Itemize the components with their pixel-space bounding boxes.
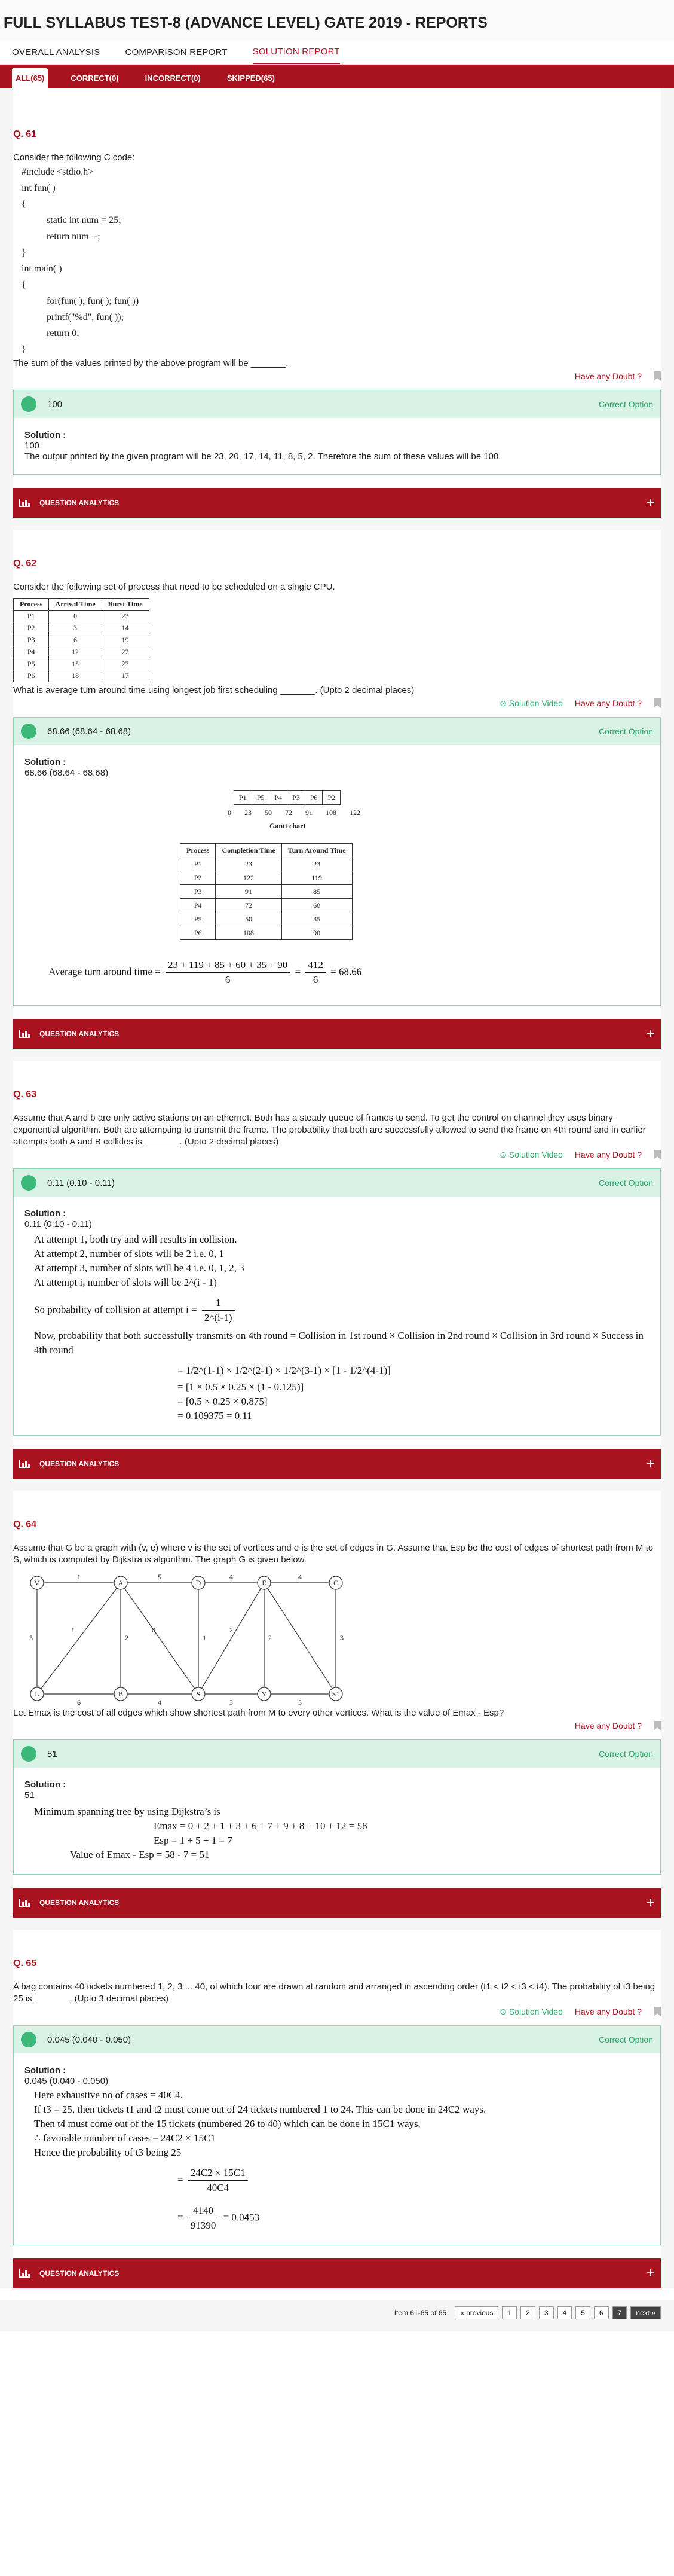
cell: P6	[14, 670, 49, 682]
cell: 35	[281, 912, 352, 926]
doubt-row	[13, 370, 661, 383]
table-row	[180, 899, 353, 912]
answer-box	[13, 1739, 661, 1875]
solution-video-label: Solution Video	[508, 698, 563, 708]
filter-bar	[0, 65, 674, 88]
code-line: }	[22, 248, 26, 258]
doubt-row	[13, 1148, 661, 1161]
solution-math	[34, 1805, 650, 1862]
denominator: 6	[313, 974, 318, 985]
expand-icon[interactable]: +	[646, 2265, 655, 2281]
filter-incorrect[interactable]: INCORRECT(0)	[145, 74, 201, 83]
edge-weight: 5	[298, 1698, 302, 1707]
solution-label: Solution :	[24, 757, 66, 767]
solution-value: 0.045 (0.040 - 0.050)	[24, 2076, 109, 2086]
page-button[interactable]: 5	[575, 2306, 590, 2319]
solution-value: 68.66 (68.64 - 68.68)	[24, 768, 109, 778]
cell: 90	[281, 926, 352, 940]
analytics-icon	[19, 2269, 30, 2278]
edge-weight: 1	[77, 1573, 81, 1581]
math-line: = [0.5 × 0.25 × 0.875]	[177, 1396, 268, 1407]
edge-weight: 4	[229, 1573, 233, 1581]
have-doubt-link[interactable]: Have any Doubt ?	[574, 1721, 642, 1730]
denominator: 2^(i-1)	[204, 1312, 232, 1323]
math-line: At attempt 2, number of slots will be 2 i.e. 0, 1	[34, 1248, 224, 1259]
question-analytics-label: QUESTION ANALYTICS	[39, 499, 120, 507]
analytics-icon	[19, 1460, 30, 1468]
solution	[14, 745, 660, 1005]
solution-video-label: Solution Video	[508, 2006, 563, 2016]
page-button[interactable]: 4	[557, 2306, 572, 2319]
table-header: Process	[14, 599, 49, 611]
filter-correct[interactable]: CORRECT(0)	[71, 74, 119, 83]
cell: 108	[216, 926, 281, 940]
question-number: Q. 65	[13, 1958, 37, 1968]
node-label: S1	[332, 1690, 340, 1698]
edge-weight: 6	[77, 1698, 81, 1707]
cell: P3	[180, 885, 216, 899]
table-row	[14, 634, 149, 646]
math-line: ∴ favorable number of cases = 24C2 × 15C1	[34, 2132, 216, 2144]
cell: P2	[14, 622, 49, 634]
filter-all[interactable]: ALL(65)	[12, 68, 48, 88]
previous-button[interactable]: « previous	[455, 2306, 498, 2319]
question-intro: Consider the following C code:	[13, 152, 135, 163]
node-label: L	[35, 1690, 39, 1698]
analytics-icon	[19, 1899, 30, 1907]
answer-value: 68.66 (68.64 - 68.68)	[47, 726, 131, 737]
gantt-tick: 72	[285, 808, 292, 817]
table-header: Process	[180, 844, 216, 857]
gantt-tick: 122	[350, 808, 360, 817]
formula-result: = 0.0453	[223, 2211, 260, 2223]
tab-overall-analysis[interactable]: OVERALL ANALYSIS	[12, 47, 100, 57]
code-line: return 0;	[47, 328, 79, 338]
question-number: Q. 61	[13, 129, 37, 139]
question-analytics-label: QUESTION ANALYTICS	[39, 1460, 120, 1468]
question-text: The sum of the values printed by the above program will be _______.	[13, 358, 289, 368]
question-analytics-bar[interactable]	[13, 1888, 661, 1918]
question-62	[13, 530, 661, 1049]
gantt-cell: P2	[323, 790, 341, 805]
math-line: Then t4 must come out of the 15 tickets (numbered 26 to 40) which can be done in 15C1 ways.	[34, 2118, 421, 2129]
table-row	[14, 622, 149, 634]
numerator: 4140	[188, 2203, 219, 2218]
cell: 60	[281, 899, 352, 912]
edge-weight: 0	[152, 1626, 155, 1634]
answer-box	[13, 717, 661, 1006]
solution	[14, 418, 660, 474]
node-label: S	[196, 1690, 201, 1698]
question-64	[13, 1491, 661, 1918]
expand-icon[interactable]: +	[646, 1455, 655, 1472]
code-line: return num --;	[47, 231, 100, 242]
edge-weight: 3	[340, 1634, 344, 1642]
math-line: = [1 × 0.5 × 0.25 × (1 - 0.125)]	[177, 1381, 304, 1393]
cell: P1	[180, 857, 216, 871]
cell: P4	[14, 646, 49, 658]
gantt-ticks	[228, 807, 650, 818]
math-line: If t3 = 25, then tickets t1 and t2 must come out of 24 tickets numbered 1 to 24. This can be done in 24C2 ways.	[34, 2104, 486, 2115]
table-header: Arrival Time	[49, 599, 102, 611]
cell: P5	[14, 658, 49, 670]
question-65	[13, 1930, 661, 2288]
solution-video-link[interactable]: ⊙ Solution Video	[500, 2006, 563, 2016]
cell: 23	[102, 611, 149, 622]
cell: 23	[216, 857, 281, 871]
math-line: Now, probability that both successfully transmits on 4th round = Collision in 1st round × Collision in 2nd round × Collision in 3rd round × Success in 4th round	[34, 1330, 644, 1356]
gantt-tick: 23	[244, 808, 252, 817]
answer-value: 0.045 (0.040 - 0.050)	[47, 2034, 131, 2045]
gantt-label: Gantt chart	[269, 822, 306, 830]
cell: 27	[102, 658, 149, 670]
solution-value: 0.11 (0.10 - 0.11)	[24, 1219, 92, 1229]
page-button-current[interactable]: 7	[612, 2306, 627, 2319]
pagination-label: Item 61-65 of 65	[394, 2309, 447, 2317]
question-analytics-label: QUESTION ANALYTICS	[39, 1899, 120, 1907]
cell: P2	[180, 871, 216, 885]
question-analytics-bar[interactable]	[13, 1449, 661, 1479]
correct-option-label: Correct Option	[598, 727, 653, 736]
question-text: What is average turn around time using longest job first scheduling _______. (Upto 2 decimal places)	[13, 685, 415, 695]
question-analytics-label: QUESTION ANALYTICS	[39, 2269, 120, 2278]
node-label: Y	[261, 1690, 267, 1698]
have-doubt-link[interactable]: Have any Doubt ?	[574, 1150, 642, 1159]
solution-video-label: Solution Video	[508, 1149, 563, 1159]
cell: 18	[49, 670, 102, 682]
graph-diagram	[25, 1570, 360, 1707]
prob-formula: = $\frac{24C2 \times 15C1}{40C4}$	[177, 2166, 650, 2195]
numerator: 24C2 × 15C1	[188, 2166, 248, 2181]
tab-solution-report[interactable]: SOLUTION REPORT	[253, 41, 340, 64]
doubt-row	[13, 1719, 661, 1732]
gantt-cell: P3	[287, 790, 305, 805]
doubt-row	[13, 697, 661, 710]
table-row	[14, 611, 149, 622]
gantt-tick: 50	[265, 808, 272, 817]
solution-value: 51	[24, 1790, 35, 1800]
gantt-cell: P1	[234, 790, 252, 805]
analytics-icon	[19, 499, 30, 507]
edge-weight: 5	[158, 1573, 161, 1581]
answer-box	[13, 390, 661, 475]
math-line: Minimum spanning tree by using Dijkstra’s is	[34, 1806, 220, 1817]
cell: 72	[216, 899, 281, 912]
code-block	[13, 164, 661, 358]
cell: 119	[281, 871, 352, 885]
answer-value: 51	[47, 1748, 57, 1759]
numerator: 23 + 119 + 85 + 60 + 35 + 90	[166, 958, 290, 973]
cell: 22	[102, 646, 149, 658]
edge-weight: 4	[298, 1573, 302, 1581]
question-text: Assume that G be a graph with (v, e) where v is the set of vertices and e is the set of edges in G. Assume that Esp be the cost of edges of shortest path from M to S, which is computed by Dijkstra is algorithm. The graph G is given below.	[13, 1543, 654, 1565]
correct-dot-icon	[21, 1746, 36, 1762]
math-line: Emax = 0 + 2 + 1 + 3 + 6 + 7 + 9 + 8 + 10 + 12 = 58	[154, 1820, 367, 1832]
tab-comparison-report[interactable]: COMPARISON REPORT	[125, 47, 228, 57]
math-line: Here exhaustive no of cases = 40C4.	[34, 2089, 183, 2101]
question-61	[13, 88, 661, 518]
code-line: printf("%d", fun( ));	[47, 312, 124, 322]
doubt-row	[13, 2005, 661, 2018]
table-header: Burst Time	[102, 599, 149, 611]
numerator: 1	[202, 1296, 235, 1311]
solution-video-link[interactable]: ⊙ Solution Video	[500, 1149, 563, 1159]
code-line: int fun( )	[22, 183, 56, 193]
node-label: M	[33, 1579, 41, 1587]
correct-option-label: Correct Option	[598, 1178, 653, 1188]
edge-weight: 2	[268, 1634, 272, 1642]
edge-weight: 2	[229, 1626, 233, 1634]
correct-option-label: Correct Option	[598, 399, 653, 409]
solution-table	[180, 843, 353, 940]
correct-dot-icon	[21, 396, 36, 412]
bookmark-icon[interactable]	[654, 371, 661, 381]
code-line: for(fun( ); fun( ); fun( ))	[47, 296, 139, 306]
edge-weight: 3	[229, 1698, 233, 1707]
process-table	[13, 598, 149, 682]
math-line: At attempt 1, both try and will results in collision.	[34, 1234, 237, 1245]
formula-fraction	[166, 958, 290, 987]
table-row	[180, 871, 353, 885]
question-number: Q. 62	[13, 558, 37, 569]
question-text: A bag contains 40 tickets numbered 1, 2, 3 ... 40, of which four are drawn at random and arranged in ascending order (t1 < t2 < t3 < t4). The probability of t3 being 25 is _______. (Upto 3 decimal places)	[13, 1982, 655, 2004]
cell: 3	[49, 622, 102, 634]
question-intro: Consider the following set of process that need to be scheduled on a single CPU.	[13, 582, 335, 592]
question-analytics-bar[interactable]	[13, 2258, 661, 2288]
correct-dot-icon	[21, 724, 36, 739]
cell: 23	[281, 857, 352, 871]
question-analytics-bar[interactable]	[13, 488, 661, 518]
answer-value: 0.11 (0.10 - 0.11)	[47, 1177, 115, 1188]
solution-text: The output printed by the given program will be 23, 20, 17, 14, 11, 8, 5, 2. Therefore the sum of these values will be 100.	[24, 451, 501, 462]
page-button[interactable]: 1	[502, 2306, 517, 2319]
cell: P3	[14, 634, 49, 646]
cell: P1	[14, 611, 49, 622]
edge-weight: 1	[203, 1634, 206, 1642]
solution	[14, 1768, 660, 1874]
expand-icon[interactable]: +	[646, 495, 655, 511]
gantt-cell: P6	[305, 790, 323, 805]
bookmark-icon[interactable]	[654, 2007, 661, 2016]
answer-value: 100	[47, 399, 63, 410]
node-label: E	[262, 1579, 266, 1587]
denominator: 6	[225, 974, 231, 985]
cell: 12	[49, 646, 102, 658]
numerator: 412	[305, 958, 326, 973]
answer-header	[14, 1169, 660, 1197]
prob-fraction	[188, 2166, 248, 2195]
expand-icon[interactable]: +	[646, 1025, 655, 1042]
table-header: Turn Around Time	[281, 844, 352, 857]
table-row	[14, 658, 149, 670]
table-row	[14, 670, 149, 682]
answer-header	[14, 718, 660, 745]
question-analytics-label: QUESTION ANALYTICS	[39, 1030, 120, 1038]
cell: 19	[102, 634, 149, 646]
math-line: = 1/2^(1-1) × 1/2^(2-1) × 1/2^(3-1) × [1 - 1/2^(4-1)]	[177, 1365, 391, 1376]
bookmark-icon[interactable]	[654, 1150, 661, 1159]
solution-label: Solution :	[24, 1208, 66, 1219]
cell: 122	[216, 871, 281, 885]
answer-header	[14, 390, 660, 418]
gantt-tick: 91	[305, 808, 313, 817]
correct-dot-icon	[21, 2032, 36, 2047]
gantt-chart	[228, 790, 650, 831]
math-line: At attempt 3, number of slots will be 4 i.e. 0, 1, 2, 3	[34, 1262, 244, 1274]
solution-math	[34, 2088, 650, 2233]
solution-label: Solution :	[24, 430, 66, 440]
solution-video-link[interactable]: ⊙ Solution Video	[500, 698, 563, 708]
code-line: #include <stdio.h>	[22, 167, 94, 177]
gantt-cell: P5	[252, 790, 270, 805]
solution	[14, 2053, 660, 2245]
cell: 14	[102, 622, 149, 634]
page-button[interactable]: 3	[539, 2306, 554, 2319]
next-button[interactable]: next »	[630, 2306, 661, 2319]
gantt-cell: P4	[269, 790, 287, 805]
code-line: static int num = 25;	[47, 215, 121, 225]
cell: P4	[180, 899, 216, 912]
have-doubt-link[interactable]: Have any Doubt ?	[574, 371, 642, 381]
cell: 91	[216, 885, 281, 899]
question-analytics-bar[interactable]	[13, 1019, 661, 1049]
report-tabs	[0, 41, 674, 65]
expand-icon[interactable]: +	[646, 1894, 655, 1910]
table-row	[180, 885, 353, 899]
question-text-2: Let Emax is the cost of all edges which show shortest path from M to every other vertices. What is the value of Emax - Esp?	[13, 1708, 504, 1718]
cell: 17	[102, 670, 149, 682]
edge-weight: 4	[158, 1698, 161, 1707]
prob-formula: = $\frac{4140}{91390}$ = 0.0453	[177, 2203, 650, 2233]
code-line: int main( )	[22, 264, 62, 274]
solution-label: Solution :	[24, 1780, 66, 1790]
have-doubt-link[interactable]: Have any Doubt ?	[574, 2007, 642, 2016]
average-formula: Average turn around time = $\frac{23 + 119 + 85 + 60 + 35 + 90}{6}$ = $\frac{412}{6}$ = 68.66	[48, 958, 650, 987]
code-line: }	[22, 344, 26, 355]
table-row	[14, 646, 149, 658]
math-line	[34, 1296, 650, 1325]
gantt-tick: 108	[326, 808, 336, 817]
cell: P5	[180, 912, 216, 926]
solution-value: 100	[24, 441, 40, 451]
formula-fraction	[305, 958, 326, 987]
cell: P6	[180, 926, 216, 940]
gantt-bar	[234, 790, 650, 805]
questions-list	[0, 88, 674, 2288]
node-label: B	[118, 1690, 124, 1698]
prob-fraction	[202, 1296, 235, 1325]
table-row	[180, 926, 353, 940]
answer-header	[14, 1740, 660, 1768]
math-line: Esp = 1 + 5 + 1 = 7	[154, 1835, 232, 1846]
math-line: Hence the probability of t3 being 25	[34, 2147, 182, 2158]
prob-fraction	[188, 2203, 219, 2233]
cell: 50	[216, 912, 281, 926]
edge-weight: 2	[125, 1634, 128, 1642]
correct-option-label: Correct Option	[598, 2035, 653, 2044]
node-label: D	[195, 1579, 201, 1587]
code-line: {	[22, 199, 26, 209]
edge-weight: 1	[71, 1626, 75, 1634]
page-button[interactable]: 6	[594, 2306, 609, 2319]
math-line: Value of Emax - Esp = 58 - 7 = 51	[70, 1849, 210, 1860]
node-label: C	[333, 1579, 339, 1587]
bookmark-icon[interactable]	[654, 698, 661, 708]
prob-label: So probability of collision at attempt i =	[34, 1304, 197, 1316]
cell: 85	[281, 885, 352, 899]
gantt-tick: 0	[228, 808, 231, 817]
math-line: = 0.109375 = 0.11	[177, 1410, 252, 1421]
pagination	[0, 2300, 674, 2331]
cell: 15	[49, 658, 102, 670]
have-doubt-link[interactable]: Have any Doubt ?	[574, 698, 642, 708]
denominator: 91390	[190, 2220, 216, 2231]
answer-box	[13, 1168, 661, 1436]
question-number: Q. 63	[13, 1089, 37, 1100]
solution-math	[34, 1232, 650, 1423]
answer-box	[13, 2025, 661, 2245]
table-row	[180, 857, 353, 871]
filter-skipped[interactable]: SKIPPED(65)	[226, 74, 275, 83]
denominator: 40C4	[207, 2182, 229, 2193]
question-63	[13, 1061, 661, 1479]
table-header: Completion Time	[216, 844, 281, 857]
formula-result: = 68.66	[330, 966, 362, 978]
page-title: FULL SYLLABUS TEST-8 (ADVANCE LEVEL) GATE 2019 - REPORTS	[0, 0, 674, 41]
question-text: Assume that A and b are only active stations on an ethernet. Both has a steady queue of frames to send. To get the control on channel they uses binary exponential algorithm. Both are attempting to transmit the frame. The probability that both are successfully allowed to send the frame on 4th round and in earlier attempts both A and B collides is _______. (Upto 2 decimal places)	[13, 1113, 646, 1147]
page-button[interactable]: 2	[520, 2306, 535, 2319]
answer-header	[14, 2026, 660, 2053]
correct-dot-icon	[21, 1175, 36, 1191]
question-number: Q. 64	[13, 1519, 37, 1530]
correct-option-label: Correct Option	[598, 1749, 653, 1759]
bookmark-icon[interactable]	[654, 1721, 661, 1730]
formula-label: Average turn around time =	[48, 966, 161, 978]
analytics-icon	[19, 1030, 30, 1038]
cell: 6	[49, 634, 102, 646]
edge-weight: 5	[29, 1634, 33, 1642]
code-line: {	[22, 280, 26, 290]
cell: 0	[49, 611, 102, 622]
solution-label: Solution :	[24, 2065, 66, 2076]
table-row	[180, 912, 353, 926]
node-label: A	[118, 1579, 124, 1587]
solution	[14, 1197, 660, 1435]
math-line: At attempt i, number of slots will be 2^(i - 1)	[34, 1277, 217, 1288]
